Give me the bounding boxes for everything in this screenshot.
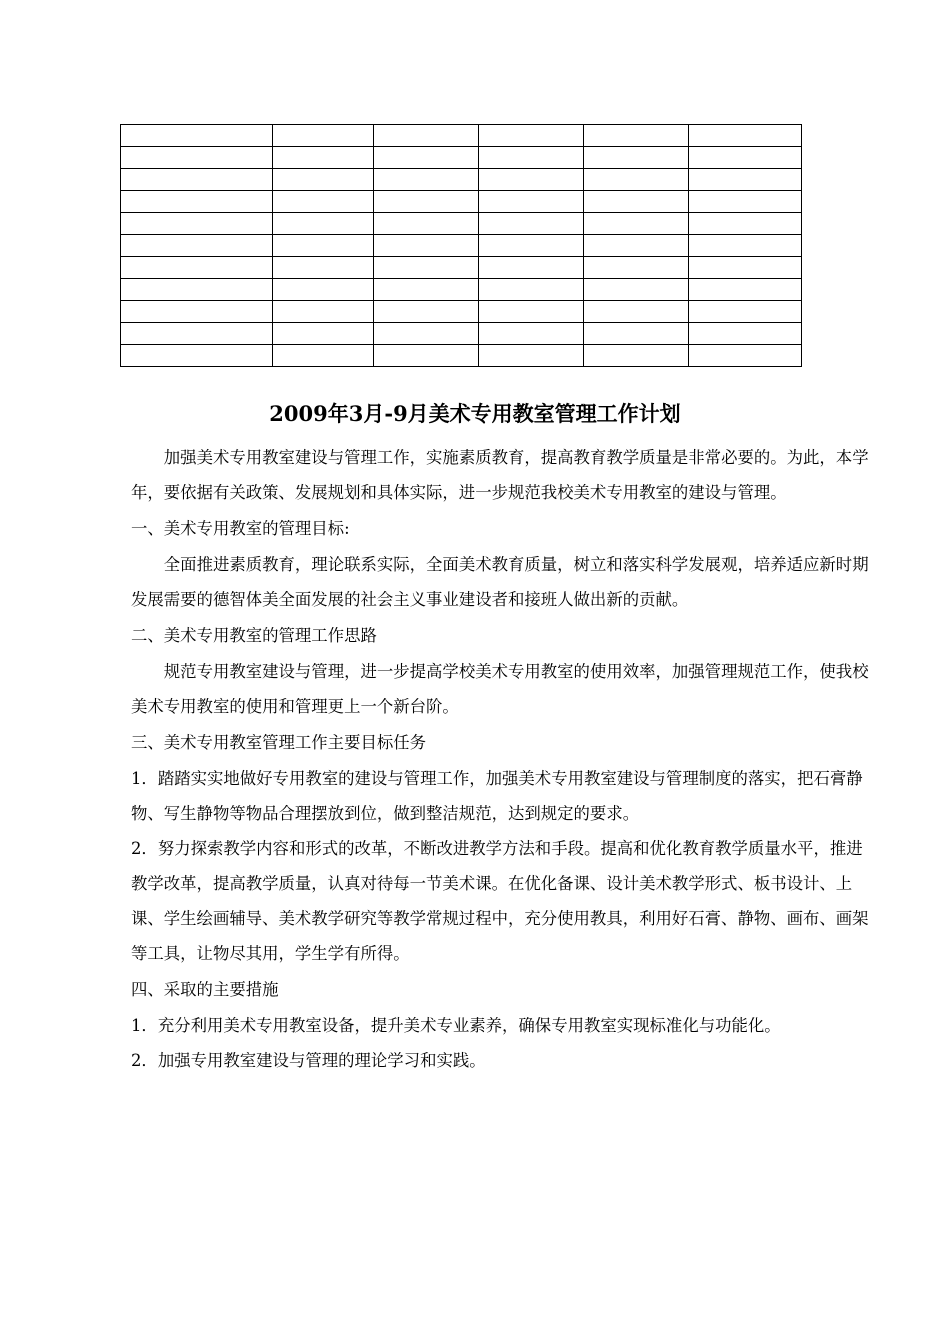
table-cell xyxy=(689,257,802,279)
table-row xyxy=(121,279,802,301)
paragraph: 1．充分利用美术专用教室设备，提升美术专业素养，确保专用教室实现标准化与功能化。 xyxy=(131,1016,781,1035)
table-cell xyxy=(121,125,273,147)
table-cell xyxy=(689,147,802,169)
table-cell xyxy=(374,257,479,279)
section-heading: 一、美术专用教室的管理目标: xyxy=(131,519,350,538)
table-cell xyxy=(374,213,479,235)
table-row xyxy=(121,235,802,257)
table-cell xyxy=(273,345,374,367)
table-cell xyxy=(584,191,689,213)
table-cell xyxy=(374,235,479,257)
table-cell xyxy=(584,169,689,191)
table-cell xyxy=(374,301,479,323)
table-cell xyxy=(584,345,689,367)
table-cell xyxy=(273,301,374,323)
table-cell xyxy=(479,235,584,257)
table-cell xyxy=(584,257,689,279)
table-cell xyxy=(273,257,374,279)
table-cell xyxy=(374,279,479,301)
table-row xyxy=(121,323,802,345)
table-cell xyxy=(374,323,479,345)
table-cell xyxy=(273,191,374,213)
table-cell xyxy=(121,301,273,323)
table-cell xyxy=(479,147,584,169)
section-heading: 三、美术专用教室管理工作主要目标任务 xyxy=(131,733,427,752)
table-cell xyxy=(273,147,374,169)
table-cell xyxy=(479,169,584,191)
table-cell xyxy=(273,235,374,257)
paragraph: 全面推进素质教育，理论联系实际，全面美术教育质量，树立和落实科学发展观，培养适应新时期发展需要的德智体美全面发展的社会主义事业建设者和接班人做出新的贡献。 xyxy=(131,555,869,609)
table-row xyxy=(121,345,802,367)
table-cell xyxy=(584,235,689,257)
table-cell xyxy=(584,323,689,345)
table-cell xyxy=(689,323,802,345)
table-cell xyxy=(479,279,584,301)
table-cell xyxy=(689,213,802,235)
table-row xyxy=(121,125,802,147)
empty-grid-table xyxy=(120,124,802,367)
table-cell xyxy=(374,125,479,147)
table-row xyxy=(121,169,802,191)
table-cell xyxy=(273,213,374,235)
table-cell xyxy=(479,345,584,367)
table-cell xyxy=(689,125,802,147)
table-cell xyxy=(121,213,273,235)
table-row xyxy=(121,147,802,169)
paragraph: 规范专用教室建设与管理，进一步提高学校美术专用教室的使用效率，加强管理规范工作，使我校美术专用教室的使用和管理更上一个新台阶。 xyxy=(131,662,869,716)
table-cell xyxy=(689,345,802,367)
table-cell xyxy=(121,191,273,213)
table-cell xyxy=(121,147,273,169)
document-title: 2009年3月-9月美术专用教室管理工作计划 xyxy=(269,401,681,426)
paragraph: 2．加强专用教室建设与管理的理论学习和实践。 xyxy=(131,1051,486,1070)
table-cell xyxy=(479,191,584,213)
table-cell xyxy=(121,279,273,301)
table-cell xyxy=(689,279,802,301)
table-cell xyxy=(479,213,584,235)
table-cell xyxy=(689,301,802,323)
paragraph: 加强美术专用教室建设与管理工作，实施素质教育，提高教育教学质量是非常必要的。为此，本学年，要依据有关政策、发展规划和具体实际，进一步规范我校美术专用教室的建设与管理。 xyxy=(131,448,869,502)
table-cell xyxy=(121,169,273,191)
table-cell xyxy=(273,323,374,345)
table-cell xyxy=(689,169,802,191)
table-cell xyxy=(121,345,273,367)
paragraph: 1．踏踏实实地做好专用教室的建设与管理工作，加强美术专用教室建设与管理制度的落实，把石膏静物、写生静物等物品合理摆放到位，做到整洁规范，达到规定的要求。 xyxy=(131,769,863,823)
table-cell xyxy=(584,301,689,323)
table-row xyxy=(121,191,802,213)
table-cell xyxy=(121,257,273,279)
table-cell xyxy=(374,345,479,367)
table-row xyxy=(121,301,802,323)
table-cell xyxy=(273,125,374,147)
section-heading: 四、采取的主要措施 xyxy=(131,980,279,999)
table-cell xyxy=(479,257,584,279)
table-cell xyxy=(584,213,689,235)
table-cell xyxy=(273,169,374,191)
table-cell xyxy=(479,323,584,345)
table-cell xyxy=(479,125,584,147)
table-cell xyxy=(584,125,689,147)
table-row xyxy=(121,213,802,235)
table-cell xyxy=(121,323,273,345)
table-cell xyxy=(689,191,802,213)
section-heading: 二、美术专用教室的管理工作思路 xyxy=(131,626,377,645)
table-cell xyxy=(374,191,479,213)
table-cell xyxy=(374,147,479,169)
table-cell xyxy=(479,301,584,323)
document-body xyxy=(131,440,871,1078)
table-cell xyxy=(689,235,802,257)
table-cell xyxy=(584,279,689,301)
table-cell xyxy=(273,279,374,301)
table-row xyxy=(121,257,802,279)
empty-grid-body xyxy=(121,125,802,367)
table-cell xyxy=(584,147,689,169)
table-cell xyxy=(121,235,273,257)
paragraph: 2．努力探索教学内容和形式的改革，不断改进教学方法和手段。提高和优化教育教学质量水平，推进教学改革，提高教学质量，认真对待每一节美术课。在优化备课、设计美术教学形式、板书设计、上课、学生绘画辅导、美术教学研究等教学常规过程中，充分使用教具，利用好石膏、静物、画布、画架等工具，让物尽其用，学生学有所得。 xyxy=(131,839,869,963)
table-cell xyxy=(374,169,479,191)
